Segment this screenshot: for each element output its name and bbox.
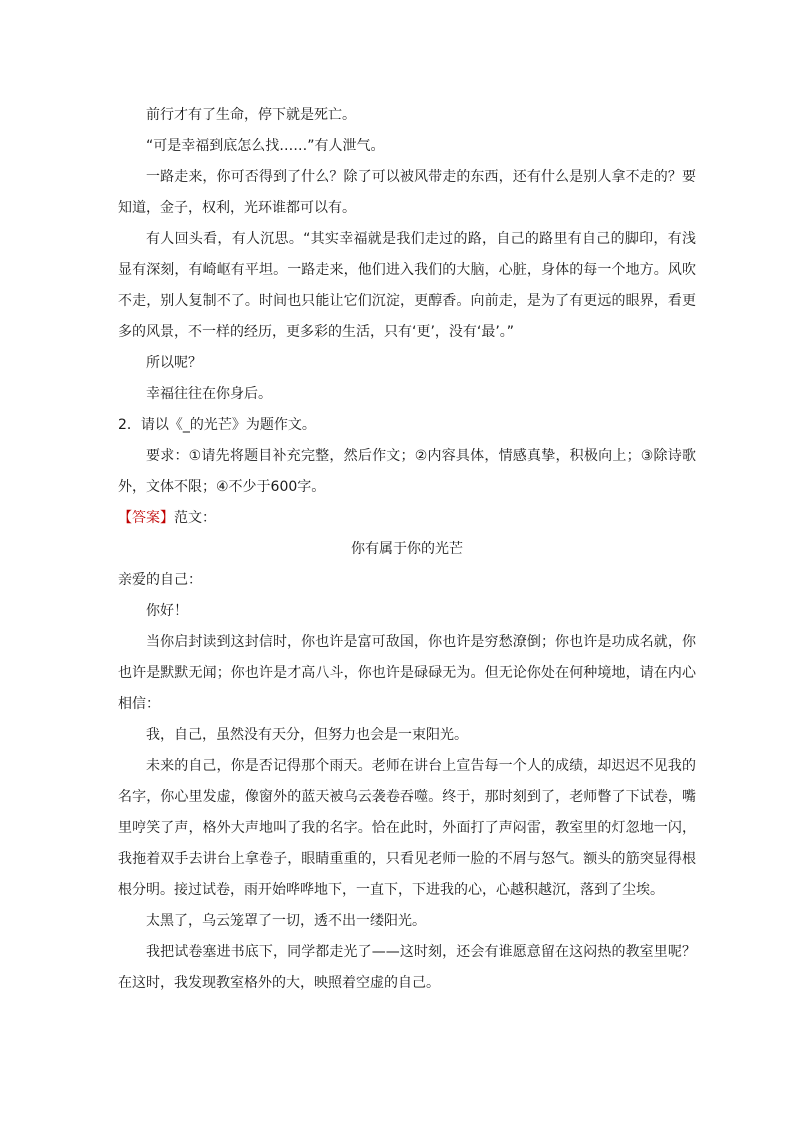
essay-title: 你有属于你的光芒 bbox=[351, 541, 463, 557]
answer-line bbox=[118, 503, 696, 534]
essay-salutation: 亲爱的自己： bbox=[118, 572, 202, 588]
essay-paragraph: 当你启封读到这封信时，你也许是富可敌国，你也许是穷愁潦倒；你也许是功成名就，你也许是默默无闻；你也许是才高八斗，你也许是碌碌无为。但无论你处在何种境地，请在内心相信： bbox=[118, 634, 696, 712]
essay-paragraph: 我，自己，虽然没有天分，但努力也会是一束阳光。 bbox=[146, 727, 468, 743]
essay-paragraph: 你好！ bbox=[146, 603, 188, 619]
paragraph: “可是幸福到底怎么找……”有人泄气。 bbox=[146, 138, 385, 154]
essay-paragraph: 太黑了，乌云笼罩了一切，透不出一缕阳光。 bbox=[146, 913, 426, 929]
paragraph: 所以呢？ bbox=[146, 355, 202, 371]
question-requirements: 要求：①请先将题目补充完整，然后作文；②内容具体，情感真挚，积极向上；③除诗歌外，文体不限；④不少于600字。 bbox=[118, 448, 696, 495]
question-line bbox=[118, 410, 696, 441]
paragraph: 幸福往往在你身后。 bbox=[146, 386, 272, 402]
paragraph: 一路走来，你可否得到了什么？除了可以被风带走的东西，还有什么是别人拿不走的？要知道，金子，权利，光环谁都可以有。 bbox=[118, 169, 696, 216]
paragraph: 前行才有了生命，停下就是死亡。 bbox=[146, 107, 356, 123]
question-number: 2． bbox=[118, 417, 141, 433]
document-body bbox=[118, 100, 696, 999]
answer-label: 范文： bbox=[174, 510, 216, 526]
question-prompt: 请以《_的光芒》为题作文。 bbox=[140, 417, 316, 433]
essay-paragraph: 未来的自己，你是否记得那个雨天。老师在讲台上宣告每一个人的成绩，却迟迟不见我的名字，你心里发虚，像窗外的蓝天被乌云袭卷吞噬。终于，那时刻到了，老师瞥了下试卷，嘴里哼笑了声，格外大声地叫了我的名字。恰在此时，外面打了声闷雷，教室里的灯忽地一闪，我拖着双手去讲台上拿卷子，眼睛重重的，只看见老师一脸的不屑与怒气。额头的筋突显得根根分明。接过试卷，雨开始哗哗地下，一直下，下进我的心，心越积越沉，落到了尘埃。 bbox=[118, 758, 696, 898]
answer-tag: 【答案】 bbox=[118, 510, 174, 526]
essay-paragraph: 我把试卷塞进书底下，同学都走光了——这时刻，还会有谁愿意留在这闷热的教室里呢？在这时，我发现教室格外的大，映照着空虚的自己。 bbox=[118, 944, 696, 991]
paragraph: 有人回头看，有人沉思。“其实幸福就是我们走过的路，自己的路里有自己的脚印，有浅显有深刻，有崎岖有平坦。一路走来，他们进入我们的大脑，心脏，身体的每一个地方。风吹不走，别人复制不了。时间也只能让它们沉淀，更醇香。向前走，是为了有更远的眼界，看更多的风景，不一样的经历，更多彩的生活，只有‘更’，没有‘最’。” bbox=[118, 231, 696, 340]
